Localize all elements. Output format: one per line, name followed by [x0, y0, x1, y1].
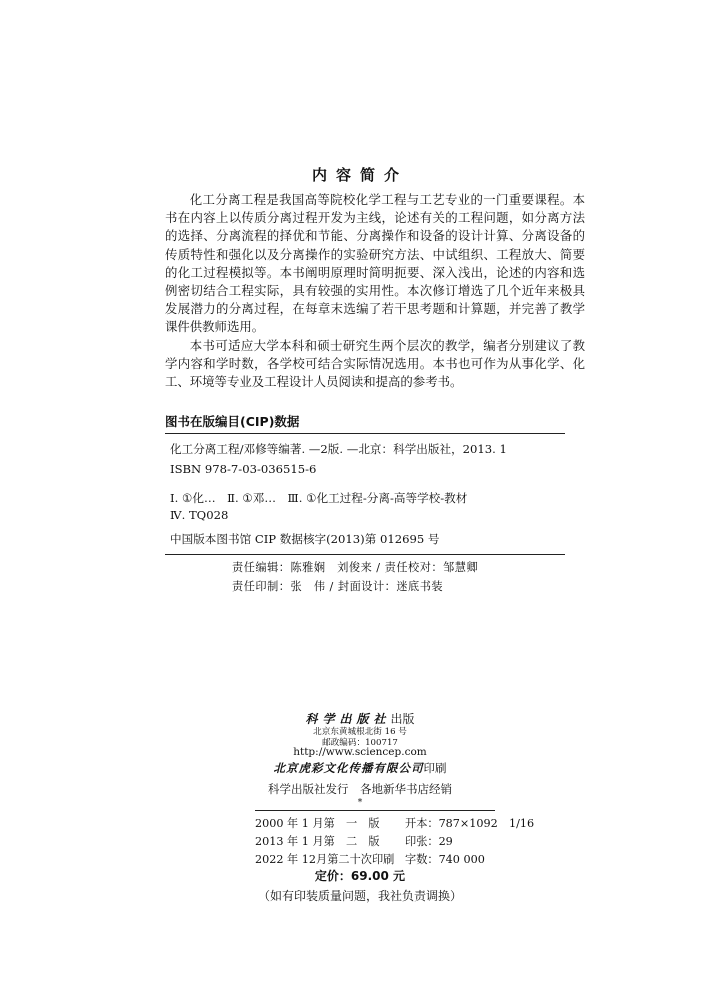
printer-line [160, 760, 560, 776]
publisher-url: http://www.sciencep.com [293, 746, 427, 758]
edition-printing-date: 2022 年 12月第二十次印刷 [255, 853, 395, 866]
cip-title-line: 化工分离工程/邓修等编著. —2版. —北京：科学出版社，2013. 1 [170, 442, 507, 456]
quality-note: （如有印装质量问题，我社负责调换） [257, 889, 462, 903]
publisher-suffix: 出版 [390, 712, 415, 726]
edition-first-date: 2000 年 1 月第 一 版 [255, 817, 380, 830]
printer-suffix: 印刷 [423, 761, 447, 775]
intro-paragraph-2: 本书可适应大学本科和硕士研究生两个层次的教学，编者分别建议了教学内容和学时数，各学校可结合实际情况选用。本书也可作为从事化学、化工、环境等专业及工程设计人员阅读和提高的参考书。 [165, 337, 585, 390]
intro-title: 内容简介 [311, 166, 408, 184]
edition-sheets: 印张：29 [405, 835, 453, 848]
cip-top-rule [165, 433, 565, 434]
publisher-address: 北京东黄城根北街 16 号 [313, 727, 407, 737]
edition-row-3 [255, 851, 485, 867]
edition-second-date: 2013 年 1 月第 二 版 [255, 835, 380, 848]
cip-verification-line: 中国版本图书馆 CIP 数据核字(2013)第 012695 号 [170, 532, 440, 546]
edition-rule [255, 810, 495, 811]
distribution-line: 科学出版社发行 各地新华书店经销 [268, 782, 452, 796]
intro-paragraph-1: 化工分离工程是我国高等院校化学工程与工艺专业的一门重要课程。本书在内容上以传质分离过程开发为主线，论述有关的工程问题，如分离方法的选择、分离流程的择优和节能、分离操作和设备的设计计算、分离设备的传质特性和强化以及分离操作的实验研究方法、中试组织、工程放大、简要的化工过程模拟等。本书阐明原理时简明扼要、深入浅出，论述的内容和选例密切结合工程实际，具有较强的实用性。本次修订增选了几个近年来极具发展潜力的分离过程，在每章末选编了若干思考题和计算题，并完善了教学课件供教师选用。 [165, 192, 585, 335]
edition-row-1 [255, 815, 534, 831]
edition-format: 开本：787×1092 1/16 [405, 817, 535, 830]
publisher-logotype: 科学出版社 [305, 712, 391, 726]
cip-subject-line: Ⅰ. ①化… Ⅱ. ①邓… Ⅲ. ①化工过程-分离-高等学校-教材 [170, 491, 468, 505]
intro-body [165, 191, 585, 391]
publisher-postcode: 邮政编码：100717 [322, 738, 398, 748]
staff-editors-line: 责任编辑：陈雅娴 刘俊来 / 责任校对：邹慧卿 [232, 561, 479, 574]
edition-row-2 [255, 833, 453, 849]
edition-word-count: 字数：740 000 [405, 853, 485, 866]
cip-heading: 图书在版编目(CIP)数据 [165, 414, 300, 429]
staff-production-line: 责任印制：张 伟 / 封面设计：迷底书装 [232, 580, 444, 593]
cip-isbn-line: ISBN 978-7-03-036515-6 [170, 462, 317, 476]
star-separator: * [357, 798, 363, 808]
price: 定价：69.00 元 [314, 869, 406, 883]
printer-logotype: 北京虎彩文化传播有限公司 [273, 761, 424, 775]
cip-classification-line: Ⅳ. TQ028 [170, 508, 229, 522]
cip-bottom-rule [165, 554, 565, 555]
